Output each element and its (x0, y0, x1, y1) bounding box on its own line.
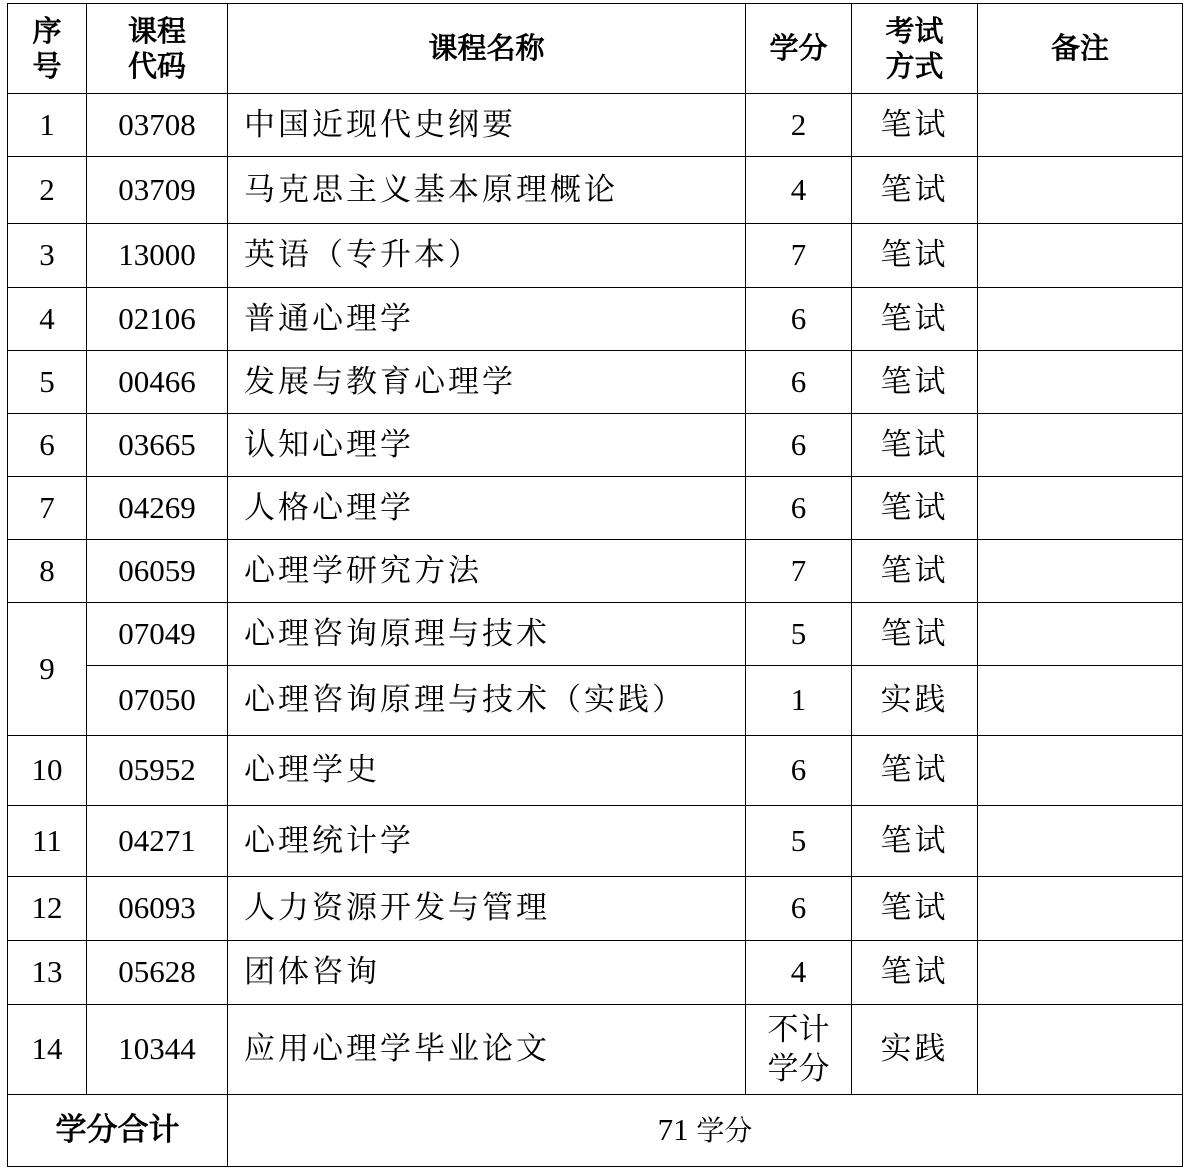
cell-remarks (978, 1005, 1183, 1095)
table-row (8, 477, 1183, 540)
cell-credits: 7 (746, 224, 852, 288)
course-table (7, 3, 1183, 1167)
total-label: 学分合计 (8, 1095, 228, 1167)
cell-code: 03709 (87, 157, 228, 224)
cell-course-name: 心理咨询原理与技术 (228, 603, 746, 666)
cell-code: 06093 (87, 877, 228, 941)
cell-index: 5 (8, 351, 87, 414)
cell-credits: 1 (746, 666, 852, 736)
cell-credits: 6 (746, 414, 852, 477)
cell-exam: 笔试 (852, 806, 978, 877)
cell-course-name: 心理学研究方法 (228, 540, 746, 603)
cell-index: 9 (8, 603, 87, 736)
cell-remarks (978, 603, 1183, 666)
cell-exam: 笔试 (852, 477, 978, 540)
cell-course-name: 心理咨询原理与技术（实践） (228, 666, 746, 736)
cell-course-name: 普通心理学 (228, 288, 746, 351)
cell-index: 3 (8, 224, 87, 288)
header-index-line1: 序 (32, 13, 62, 48)
cell-code: 04271 (87, 806, 228, 877)
cell-course-name: 马克思主义基本原理概论 (228, 157, 746, 224)
cell-remarks (978, 351, 1183, 414)
cell-code: 07050 (87, 666, 228, 736)
table-row (8, 877, 1183, 941)
header-code-line2: 代码 (127, 48, 186, 83)
table-row (8, 224, 1183, 288)
table-row (8, 414, 1183, 477)
cell-index: 13 (8, 941, 87, 1005)
cell-code: 02106 (87, 288, 228, 351)
cell-remarks (978, 414, 1183, 477)
table-row (8, 540, 1183, 603)
cell-course-name: 人格心理学 (228, 477, 746, 540)
cell-course-name: 团体咨询 (228, 941, 746, 1005)
cell-credits: 5 (746, 806, 852, 877)
cell-index: 1 (8, 94, 87, 157)
cell-index: 14 (8, 1005, 87, 1095)
table-row (8, 941, 1183, 1005)
header-code (87, 4, 228, 94)
cell-code: 00466 (87, 351, 228, 414)
cell-code: 10344 (87, 1005, 228, 1095)
cell-index: 10 (8, 736, 87, 806)
cell-index: 7 (8, 477, 87, 540)
cell-course-name: 心理统计学 (228, 806, 746, 877)
cell-exam: 笔试 (852, 157, 978, 224)
cell-code: 07049 (87, 603, 228, 666)
table-row (8, 806, 1183, 877)
cell-remarks (978, 157, 1183, 224)
credits-line1: 不计 (767, 1011, 830, 1048)
total-unit: 学分 (696, 1114, 753, 1148)
header-exam-line2: 方式 (885, 48, 944, 83)
cell-course-name: 英语（专升本） (228, 224, 746, 288)
cell-remarks (978, 666, 1183, 736)
total-row (8, 1095, 1183, 1167)
cell-exam: 笔试 (852, 414, 978, 477)
header-index (8, 4, 87, 94)
cell-exam: 笔试 (852, 288, 978, 351)
cell-exam: 笔试 (852, 224, 978, 288)
cell-credits: 6 (746, 477, 852, 540)
cell-code: 05628 (87, 941, 228, 1005)
cell-credits: 4 (746, 157, 852, 224)
cell-index: 6 (8, 414, 87, 477)
cell-remarks (978, 540, 1183, 603)
total-value (228, 1095, 1183, 1167)
table-row (8, 288, 1183, 351)
cell-exam: 笔试 (852, 351, 978, 414)
cell-credits: 4 (746, 941, 852, 1005)
cell-credits: 2 (746, 94, 852, 157)
cell-code: 03665 (87, 414, 228, 477)
cell-exam: 实践 (852, 666, 978, 736)
table-row (8, 157, 1183, 224)
header-credits: 学分 (746, 4, 852, 94)
cell-course-name: 应用心理学毕业论文 (228, 1005, 746, 1095)
cell-code: 13000 (87, 224, 228, 288)
cell-course-name: 心理学史 (228, 736, 746, 806)
cell-credits: 6 (746, 288, 852, 351)
cell-exam: 笔试 (852, 603, 978, 666)
cell-index: 11 (8, 806, 87, 877)
table-row (8, 351, 1183, 414)
cell-exam: 笔试 (852, 94, 978, 157)
total-number: 71 (657, 1112, 689, 1148)
cell-exam: 实践 (852, 1005, 978, 1095)
table-row (8, 666, 1183, 736)
cell-remarks (978, 288, 1183, 351)
cell-remarks (978, 94, 1183, 157)
header-exam (852, 4, 978, 94)
credits-line2: 学分 (767, 1050, 830, 1087)
cell-remarks (978, 477, 1183, 540)
header-index-line2: 号 (32, 48, 62, 83)
cell-remarks (978, 736, 1183, 806)
table-row (8, 94, 1183, 157)
cell-credits: 6 (746, 351, 852, 414)
header-row (8, 4, 1183, 94)
cell-course-name: 人力资源开发与管理 (228, 877, 746, 941)
cell-credits: 6 (746, 736, 852, 806)
cell-remarks (978, 224, 1183, 288)
cell-course-name: 中国近现代史纲要 (228, 94, 746, 157)
cell-course-name: 发展与教育心理学 (228, 351, 746, 414)
cell-code: 05952 (87, 736, 228, 806)
cell-index: 2 (8, 157, 87, 224)
cell-index: 12 (8, 877, 87, 941)
table-row (8, 603, 1183, 666)
cell-code: 06059 (87, 540, 228, 603)
cell-exam: 笔试 (852, 736, 978, 806)
cell-credits: 5 (746, 603, 852, 666)
cell-index: 8 (8, 540, 87, 603)
header-exam-line1: 考试 (885, 13, 944, 48)
cell-remarks (978, 806, 1183, 877)
table-row (8, 736, 1183, 806)
cell-exam: 笔试 (852, 941, 978, 1005)
cell-credits (746, 1005, 852, 1095)
cell-code: 04269 (87, 477, 228, 540)
cell-exam: 笔试 (852, 877, 978, 941)
cell-exam: 笔试 (852, 540, 978, 603)
cell-code: 03708 (87, 94, 228, 157)
cell-course-name: 认知心理学 (228, 414, 746, 477)
cell-remarks (978, 877, 1183, 941)
header-name: 课程名称 (228, 4, 746, 94)
cell-remarks (978, 941, 1183, 1005)
table-row (8, 1005, 1183, 1095)
header-remarks: 备注 (978, 4, 1183, 94)
cell-index: 4 (8, 288, 87, 351)
header-code-line1: 课程 (127, 13, 186, 48)
cell-credits: 6 (746, 877, 852, 941)
cell-credits: 7 (746, 540, 852, 603)
